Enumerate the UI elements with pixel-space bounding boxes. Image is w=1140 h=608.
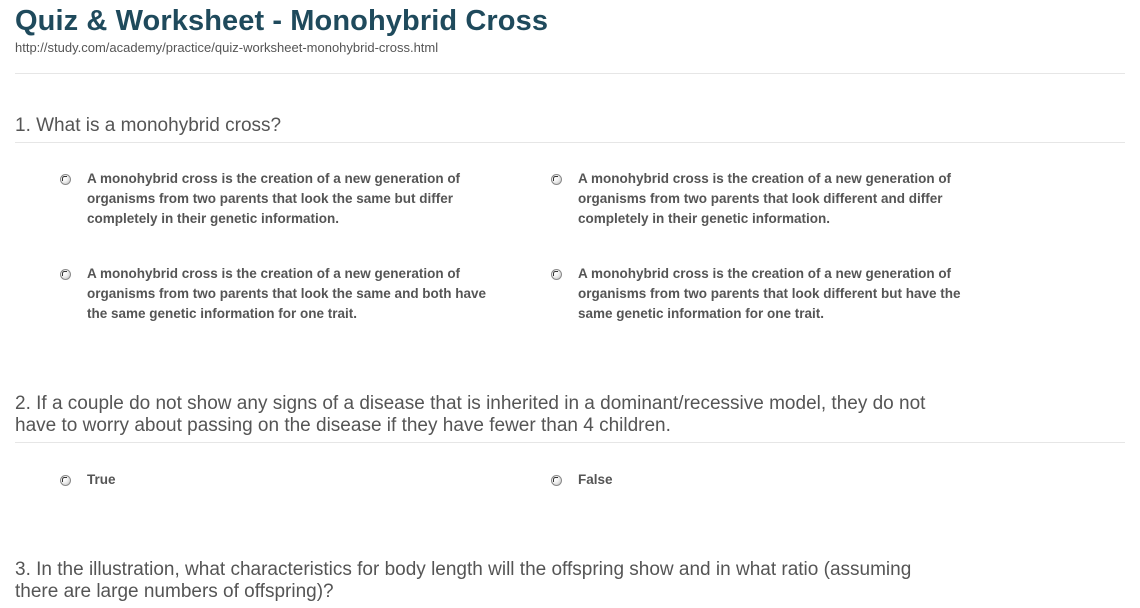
option-label: A monohybrid cross is the creation of a new generation of organisms from two parents that look different but have the same genetic information for one trait. (578, 266, 961, 321)
radio-button-icon[interactable] (60, 475, 71, 486)
worksheet-page (15, 0, 1125, 74)
question-1-divider (15, 142, 1125, 143)
radio-button-icon[interactable] (60, 269, 71, 280)
question-1 (15, 115, 1125, 321)
radio-button-icon[interactable] (551, 174, 562, 185)
question-2-divider (15, 442, 1125, 443)
radio-button-icon[interactable] (551, 269, 562, 280)
question-2-option-true[interactable] (60, 472, 500, 490)
option-label: A monohybrid cross is the creation of a new generation of organisms from two parents that look the same but differ completely in their genetic information. (87, 171, 461, 226)
radio-button-icon[interactable] (551, 475, 562, 486)
question-2-text: 2. If a couple do not show any signs of a disease that is inherited in a dominant/recessive model, they do not have to worry about passing on the disease if they have fewer than 4 children. (15, 393, 926, 436)
question-1-option-d[interactable] (551, 266, 991, 324)
question-3-text: 3. In the illustration, what characteristics for body length will the offspring show and in what ratio (assuming there are large numbers of offspring)? (15, 559, 912, 602)
question-1-option-b[interactable] (551, 171, 991, 229)
option-label: True (87, 472, 116, 487)
header-divider (15, 73, 1125, 74)
question-2 (15, 393, 1125, 487)
question-2-option-false[interactable] (551, 472, 991, 490)
radio-button-icon[interactable] (60, 174, 71, 185)
question-1-option-c[interactable] (60, 266, 500, 324)
option-label: A monohybrid cross is the creation of a new generation of organisms from two parents that look different and differ completely in their genetic information. (578, 171, 952, 226)
question-1-option-a[interactable] (60, 171, 500, 229)
option-label: False (578, 472, 613, 487)
question-1-text: 1. What is a monohybrid cross? (15, 115, 282, 136)
question-3 (15, 559, 1125, 608)
page-url: http://study.com/academy/practice/quiz-worksheet-monohybrid-cross.html (15, 40, 439, 55)
page-title: Quiz & Worksheet - Monohybrid Cross (15, 5, 549, 37)
option-label: A monohybrid cross is the creation of a new generation of organisms from two parents that look the same and both have the same genetic information for one trait. (87, 266, 487, 321)
